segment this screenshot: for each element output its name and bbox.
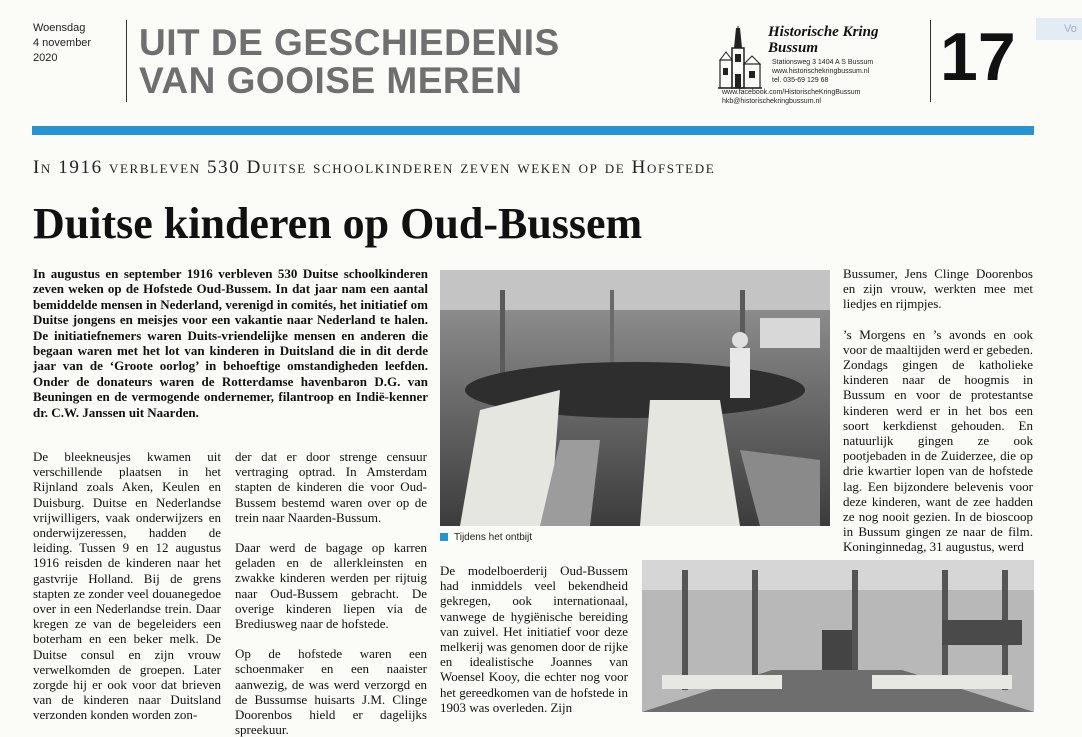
kring-name-line-1: Historische Kring <box>768 24 879 40</box>
paragraph: Op de hofstede waren een schoenmaker en een naaister aanwezig, de was werd verzorgd en de Bussumse huisarts J.M. Clinge Doorenbos hield er dagelijks spreekuur. <box>235 646 427 737</box>
publication-date <box>33 21 123 66</box>
accent-bar <box>32 126 1034 135</box>
article-column-1 <box>33 449 221 723</box>
article-headline: Duitse kinderen op Oud-Bussem <box>33 199 643 248</box>
paragraph: der dat er door strenge censuur vertraging optrad. In Amsterdam stapten de kinderen die voor Oud-Bussem bestemd waren over op de trein naar Naarden-Bussum. <box>235 449 427 525</box>
photo-caption <box>440 532 532 544</box>
masthead-divider-left <box>126 20 127 102</box>
article-intro: In augustus en september 1916 verbleven 530 Duitse schoolkinderen zeven weken op de Hofstede Oud-Bussem. In dat jaar nam een aantal bemiddelde mensen in Nederland, verenigd in comités, het initiatief om Duitse jongens en meisjes voor een vakantie naar Nederland te halen. De initiatiefnemers waren Duits-vriendelijke mensen en anderen die begaan waren met het lot van kinderen in Duitsland die in dit derde jaar van de ‘Groote oorlog’ in behoeftige omstandigheden leefden. Onder de donateurs waren de Rotterdamse havenbaron D.G. van Beuningen en de vermogende ondernemer, filantroop en Indië-kenner dr. C.W. Janssen uit Naarden. <box>33 266 428 420</box>
paragraph: Daar werd de bagage op karren geladen en de allerkleinsten en zwakke kinderen werden per rijtuig naar Oud-Bussem gebracht. De overige kinderen liepen via de Brediusweg naar de hofstede. <box>235 540 427 632</box>
kring-contact <box>722 88 861 106</box>
article-column-2 <box>235 449 427 737</box>
page-number: 17 <box>940 19 1016 95</box>
photo-breakfast <box>440 270 830 526</box>
kring-name <box>768 24 878 56</box>
kring-address <box>772 58 873 85</box>
article-kicker: In 1916 verbleven 530 Duitse schoolkinderen zeven weken op de Hofstede <box>33 157 716 178</box>
date-year: 2020 <box>33 52 58 64</box>
church-tower-icon <box>718 26 762 92</box>
browser-tab-fragment[interactable]: Vo <box>1036 18 1082 40</box>
kring-name-line-2: Bussum <box>768 40 819 56</box>
date-weekday: Woensdag <box>33 22 86 34</box>
caption-marker <box>440 533 448 541</box>
kring-phone: tel. 035-69 129 68 <box>772 77 829 84</box>
paragraph: De bleekneusjes kwamen uit verschillende plaatsen in het Rijnland zoals Aken, Keulen en Duisburg. Duitse en Nederlandse vrijwilligers, vaak onderwijzers en onderwijzeressen, hadden de leiding. Tussen 9 en 12 augustus 1916 reisden de kinderen naar het gastvrije Holland. Bij de grens stapten ze zonder veel douanegedoe over in een Nederlandse trein. Daar kregen ze van de begeleiders een boterham en een beker melk. De Duitse consul en zijn vrouw verwelkomden de groepen. Later zorgde hij er ook voor dat brieven van de kinderen naar Duitsland verzonden konden worden zon- <box>33 449 221 723</box>
kring-email: hkb@historischekringbussum.nl <box>722 98 821 105</box>
section-title <box>139 24 639 100</box>
article-column-3 <box>440 563 628 715</box>
photo-dining-hall-illustration <box>642 560 1034 712</box>
photo-caption-text: Tijdens het ontbijt <box>454 532 533 543</box>
photo-breakfast-illustration <box>440 270 830 526</box>
paragraph: De modelboerderij Oud-Bussem had inmiddels veel bekendheid gekregen, ook internationaal, vanwege de hygiënische bereiding van zuivel. Het initiatief voor deze melkerij was genomen door de rijke en idealistische Joannes van Woensel Kooy, die echter nog voor het gereedkomen van de hofstede in 1903 was overleden. Zijn <box>440 563 628 715</box>
section-title-line-2: VAN GOOISE MEREN <box>139 60 523 101</box>
section-title-line-1: UIT DE GESCHIEDENIS <box>139 22 560 63</box>
paragraph: ’s Morgens en ’s avonds en ook voor de maaltijden werd er gebeden. Zondags gingen de katholieke kinderen naar de hoogmis in Bussum en voor de protestantse kinderen werd er in het bos een soort kerkdienst gehouden. En natuurlijk gingen ze ook pootjebaden in de Zuiderzee, die op drie kwartier lopen van de hofstede lag. Een bijzondere belevenis voor deze kinderen, want de zee hadden ze nog nooit gezien. In de bioscoop in Bussum gingen ze naar de film. Koninginnedag, 31 augustus, werd <box>843 326 1033 555</box>
paragraph: Bussumer, Jens Clinge Doorenbos en zijn vrouw, werkten mee met liedjes en rijmpjes. <box>843 266 1033 312</box>
kring-street: Stationsweg 3 1404 A S Bussum <box>772 59 874 66</box>
date-day-month: 4 november <box>33 37 92 49</box>
kring-facebook: www.facebook.com/HistorischeKringBussum <box>722 89 861 96</box>
masthead-divider-right <box>930 20 931 102</box>
historische-kring-logo <box>718 22 918 112</box>
kring-website: www.historischekringbussum.nl <box>772 68 870 75</box>
article-column-4 <box>843 266 1033 555</box>
photo-dining-hall <box>642 560 1034 712</box>
